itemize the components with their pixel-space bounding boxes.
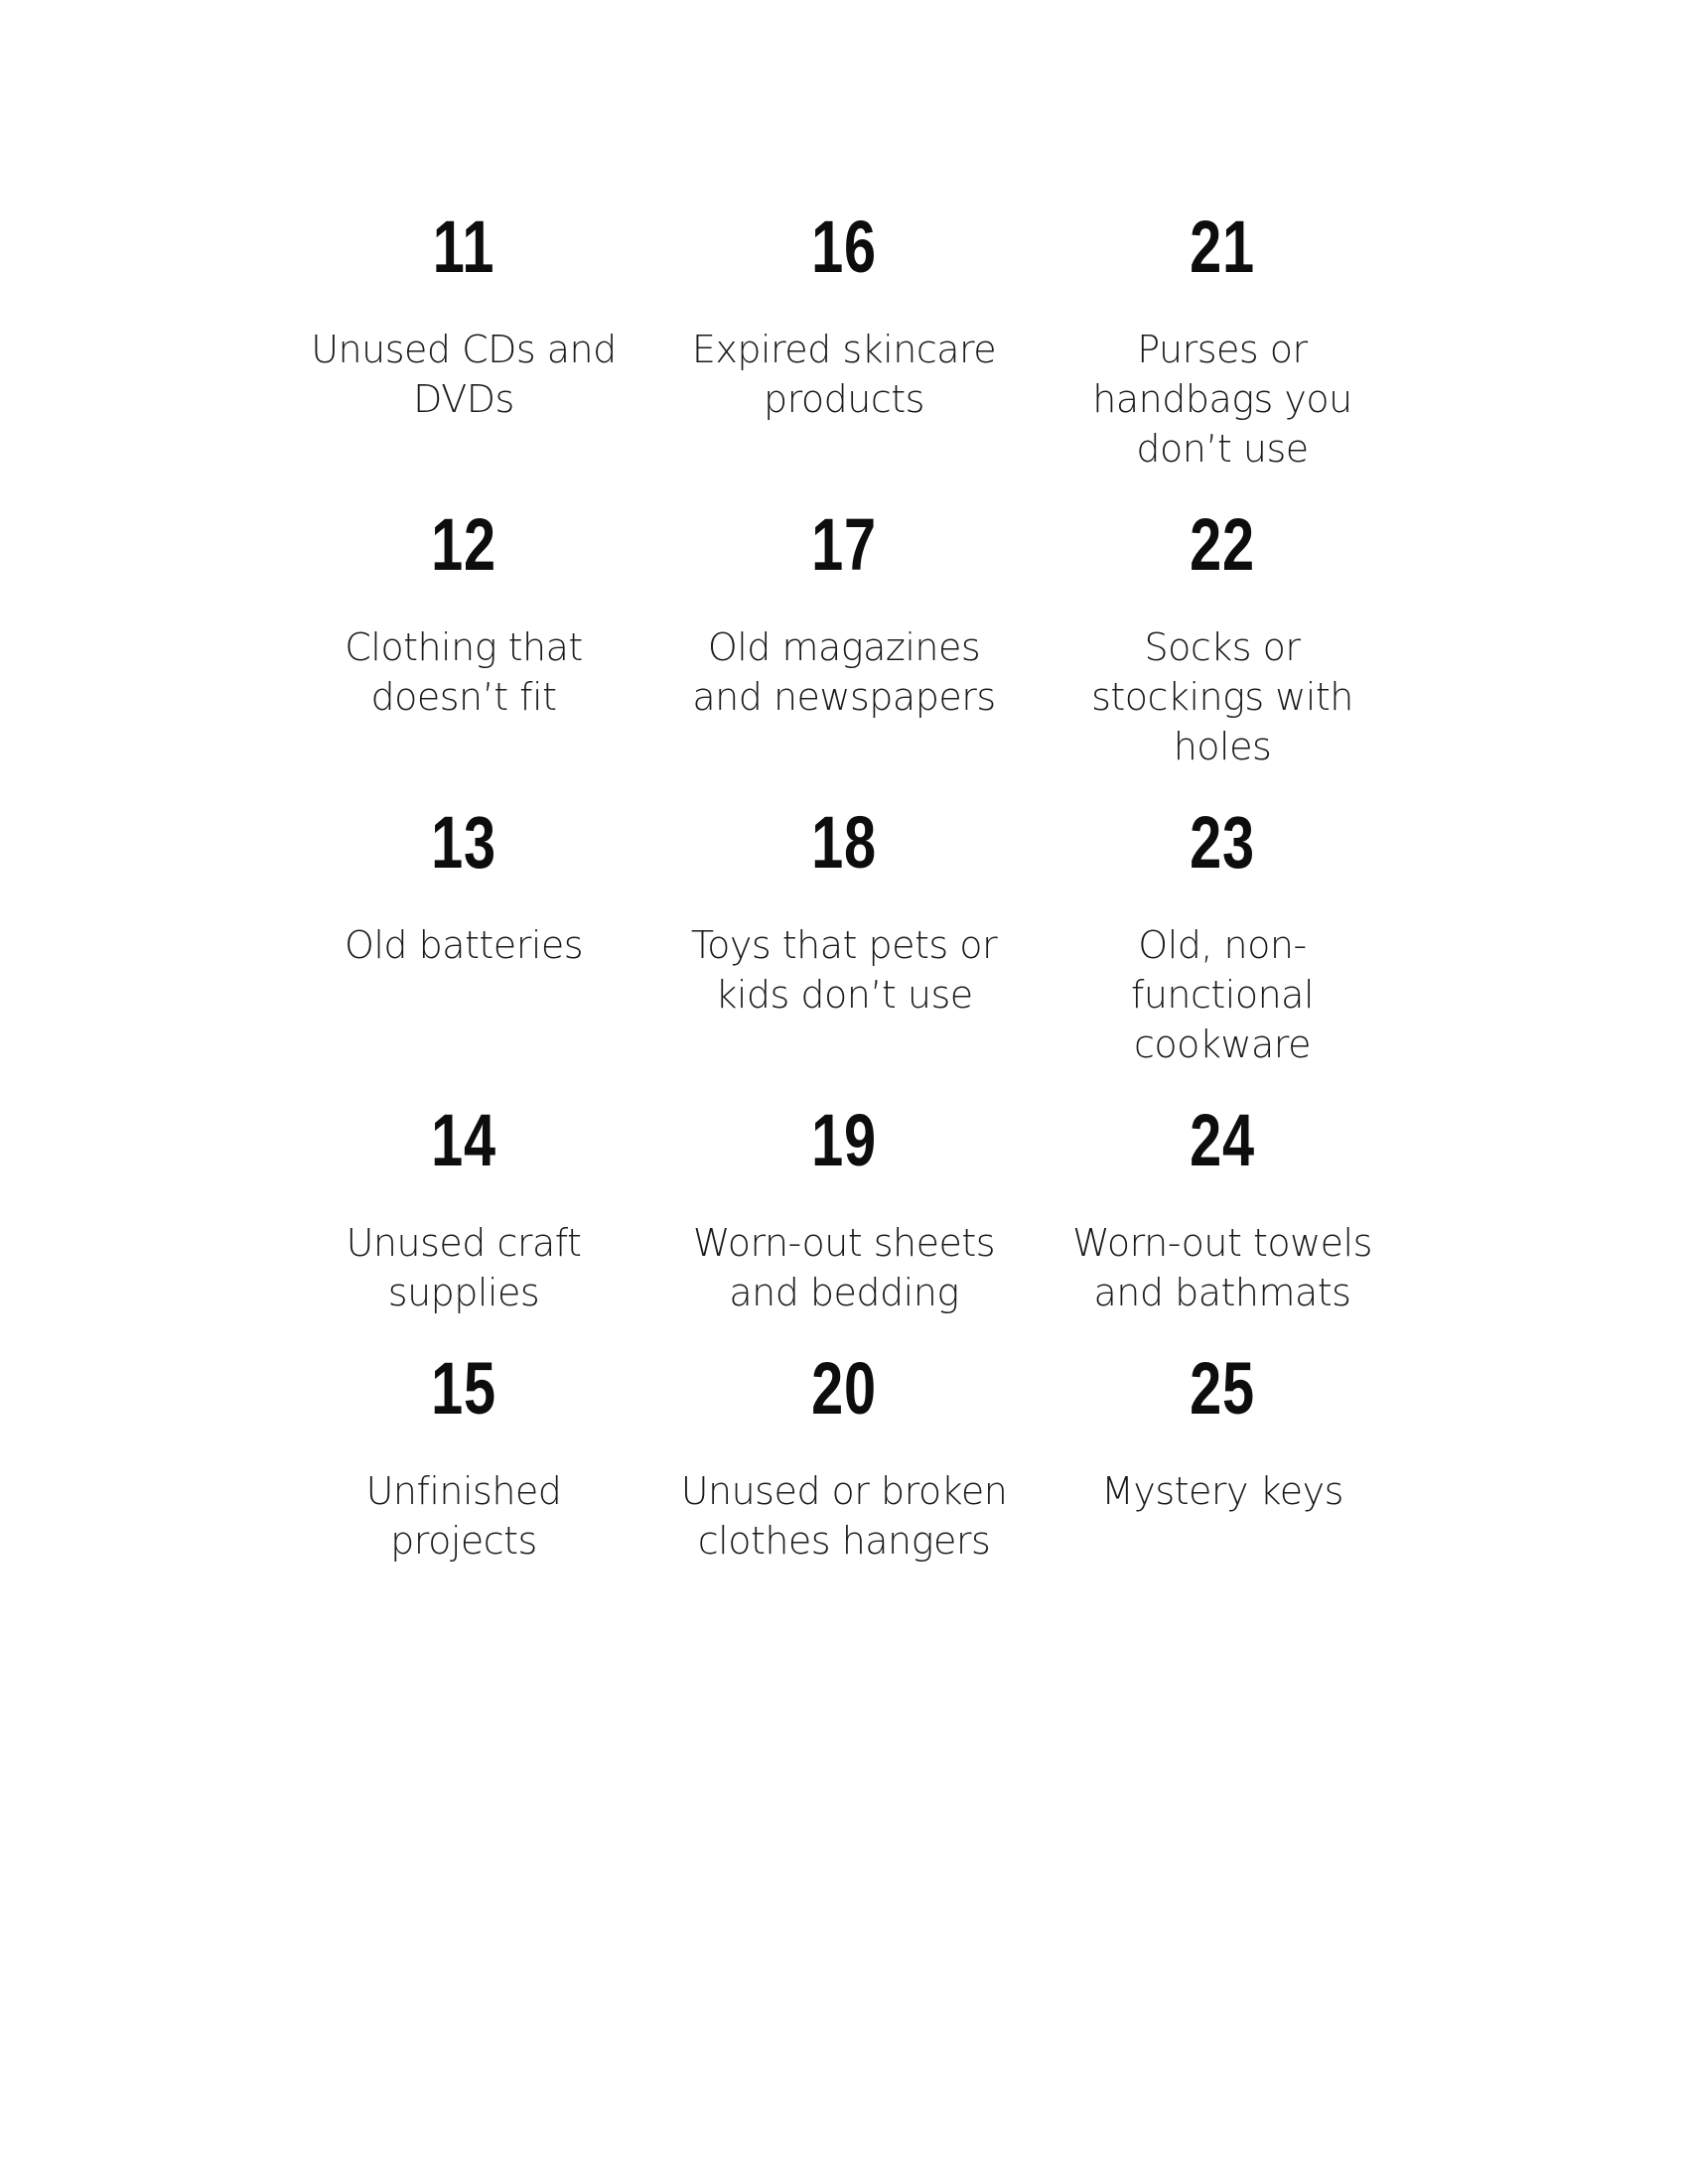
list-item-17 (680, 503, 1008, 722)
list-item-18 (680, 801, 1008, 1020)
item-number: 17 (811, 503, 877, 586)
item-label: Unfinished projects (365, 1469, 562, 1563)
item-label: Purses or handbags you don’t use (1092, 328, 1352, 471)
item-number: 19 (811, 1099, 877, 1181)
item-number: 18 (811, 801, 877, 884)
item-number: 24 (1190, 1099, 1255, 1181)
list-item-16 (680, 205, 1008, 424)
item-number: 15 (431, 1347, 496, 1430)
list-item-15 (300, 1347, 628, 1566)
item-number: 16 (811, 205, 877, 288)
list-item-22 (1058, 503, 1386, 771)
list-item-21 (1058, 205, 1386, 474)
item-number: 22 (1190, 503, 1255, 586)
list-item-24 (1058, 1099, 1386, 1317)
item-label: Unused craft supplies (346, 1221, 582, 1314)
item-label: Unused CDs and DVDs (311, 328, 617, 421)
item-number: 11 (432, 205, 495, 288)
item-number: 23 (1190, 801, 1255, 884)
list-item-20 (680, 1347, 1008, 1566)
list-item-23 (1058, 801, 1386, 1069)
item-number: 25 (1190, 1347, 1255, 1430)
item-label: Old, non-functional cookware (1130, 923, 1315, 1066)
item-label: Worn-out towels and bathmats (1072, 1221, 1372, 1314)
item-label: Worn-out sheets and bedding (692, 1221, 996, 1314)
item-label: Toys that pets or kids don’t use (690, 923, 998, 1017)
item-number: 13 (431, 801, 496, 884)
list-item-12 (300, 503, 628, 722)
item-label: Old magazines and newspapers (692, 625, 996, 719)
item-label: Expired skincare products (691, 328, 997, 421)
item-label: Socks or stockings with holes (1091, 625, 1353, 768)
list-item-11 (300, 205, 628, 424)
item-number: 21 (1190, 205, 1255, 288)
list-item-14 (300, 1099, 628, 1317)
item-label: Mystery keys (1101, 1469, 1343, 1513)
list-item-25 (1058, 1347, 1386, 1516)
item-number: 20 (811, 1347, 877, 1430)
item-number: 14 (431, 1099, 496, 1181)
item-label: Old batteries (344, 923, 584, 967)
item-number: 12 (431, 503, 496, 586)
list-item-19 (680, 1099, 1008, 1317)
item-label: Unused or broken clothes hangers (680, 1469, 1008, 1563)
item-label: Clothing that doesn’t fit (345, 625, 583, 719)
list-item-13 (300, 801, 628, 970)
